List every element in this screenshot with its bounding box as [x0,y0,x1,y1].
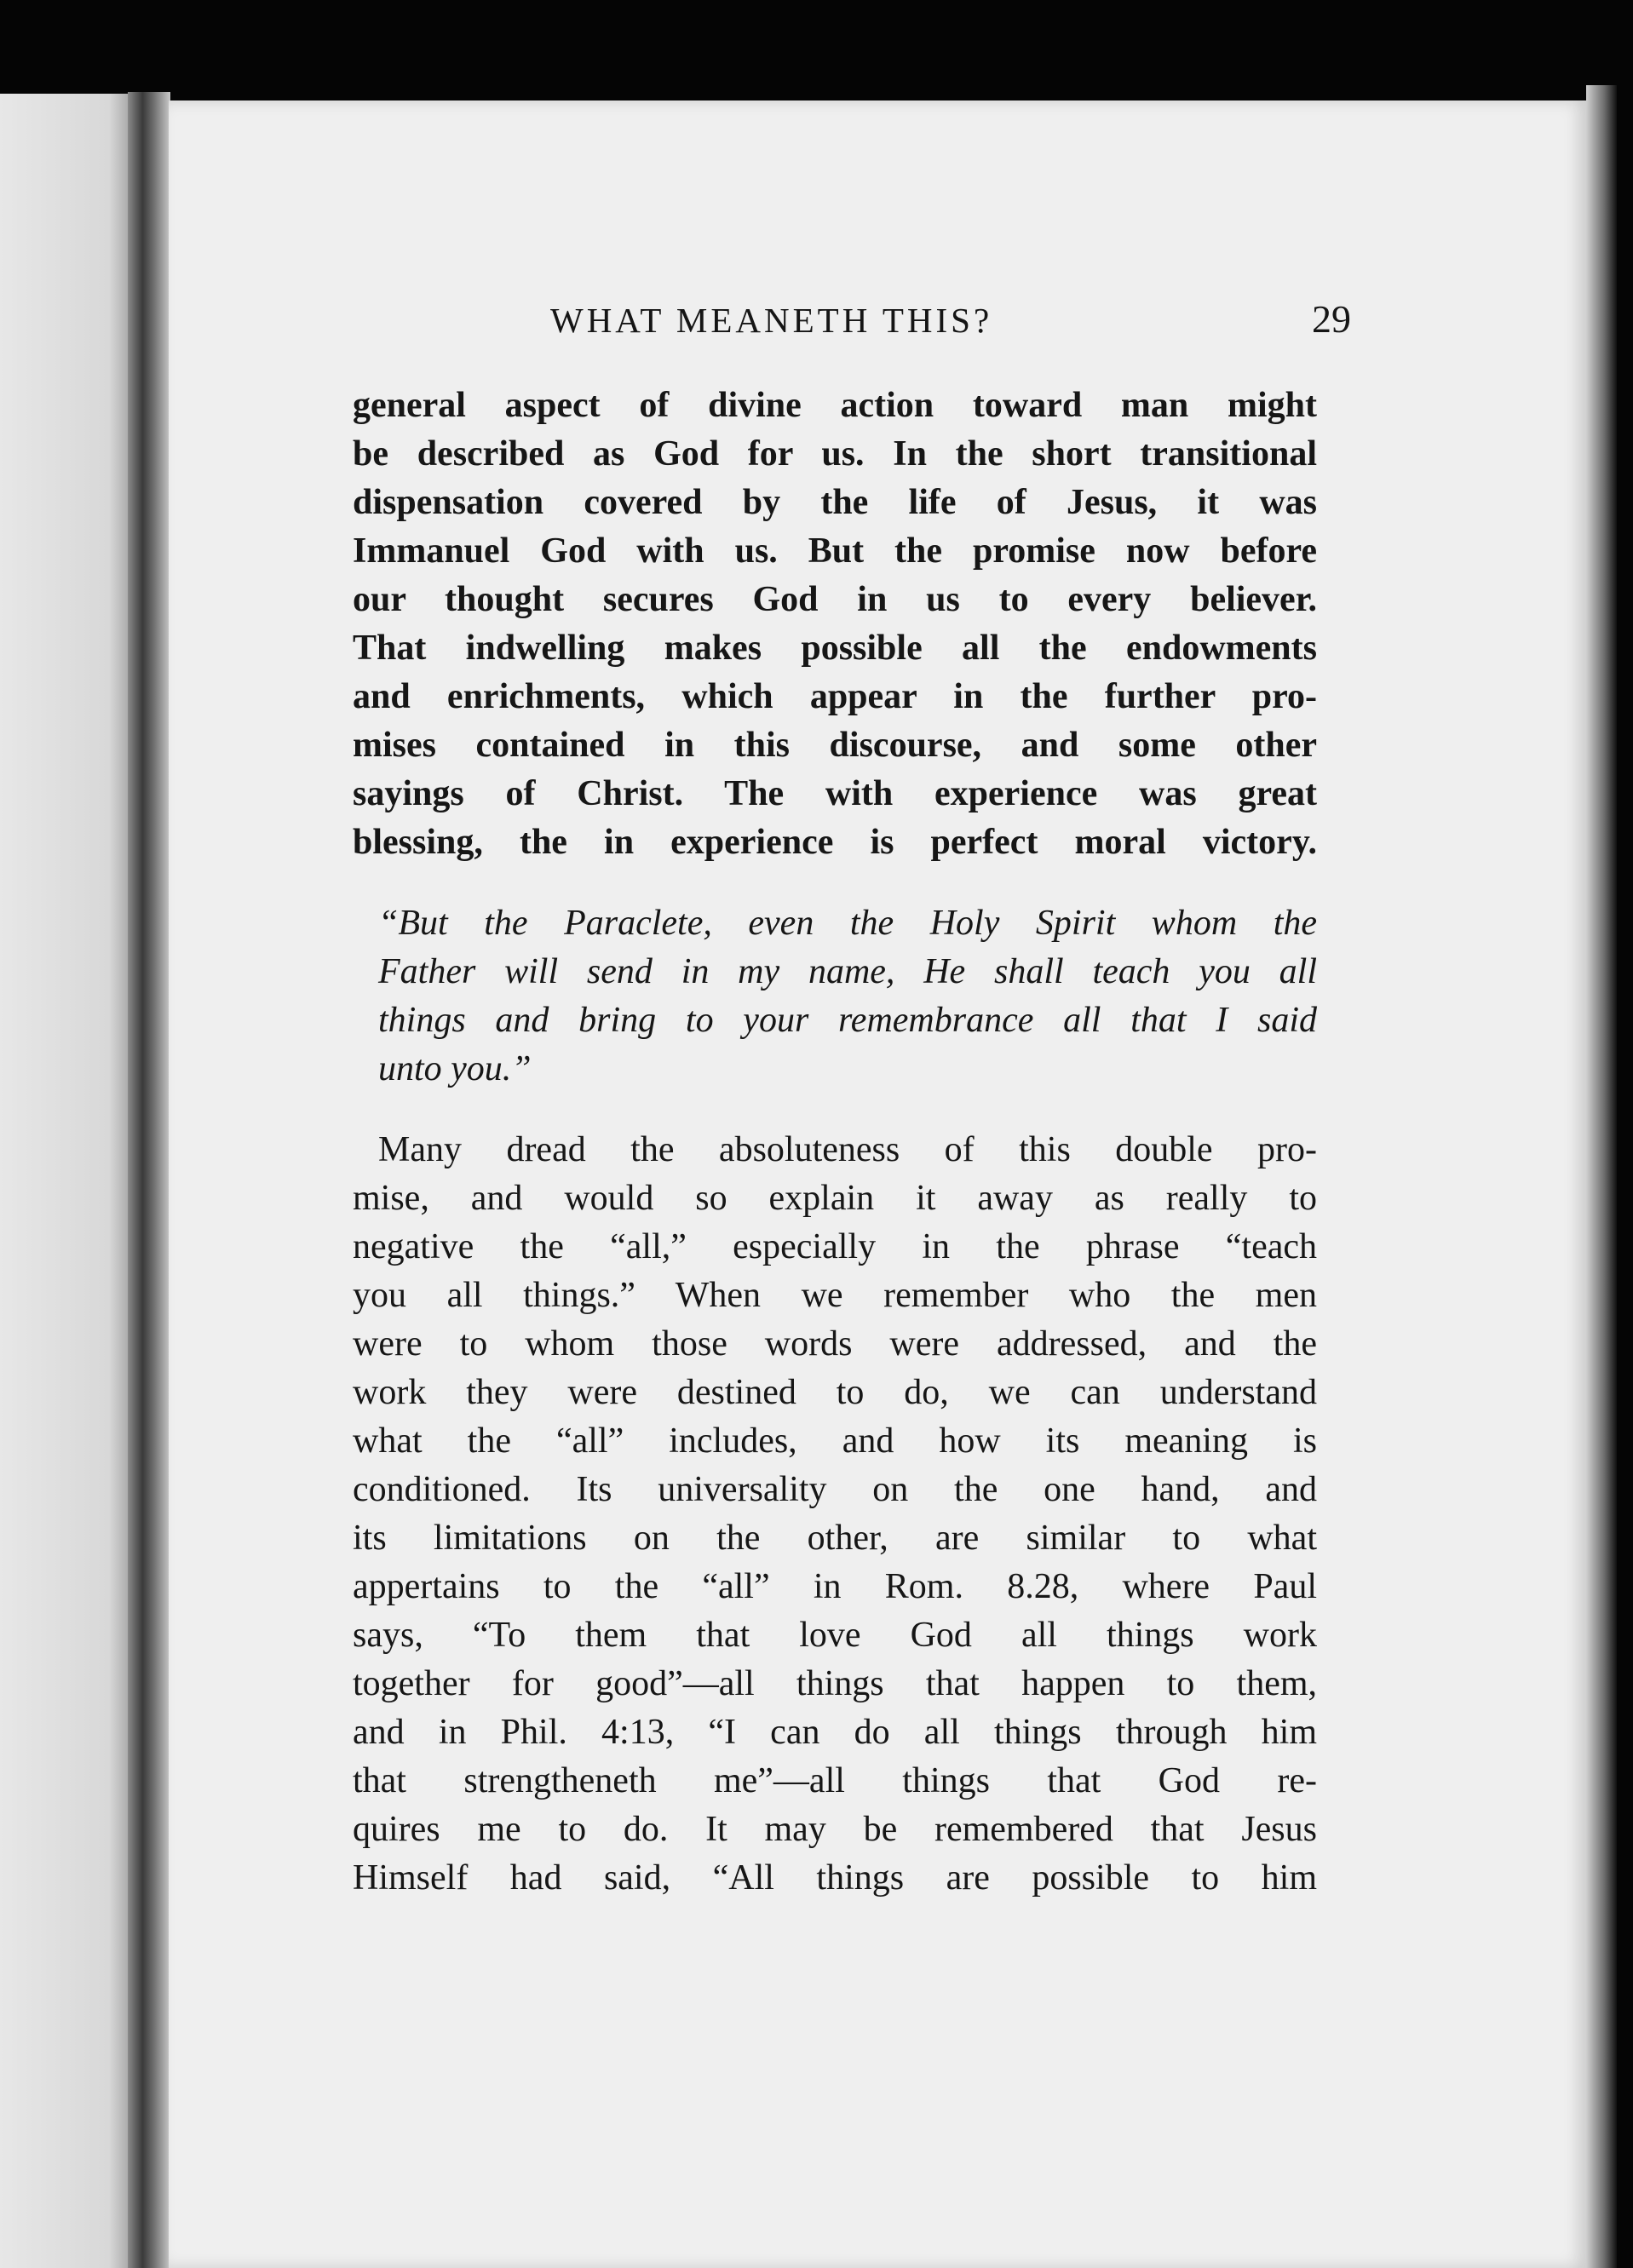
text-line: mises contained in this discourse, and some other [353,726,1317,765]
text-line: work they were destined to do, we can understand [353,1373,1317,1412]
text-line: and enrichments, which appear in the further pro- [353,677,1317,716]
text-line: that strengtheneth me”—all things that God re- [353,1761,1317,1800]
text-line: dispensation covered by the life of Jesus, it was [353,483,1317,522]
text-line: and in Phil. 4:13, “I can do all things through him [353,1713,1317,1752]
text-line: were to whom those words were addressed, and the [353,1324,1317,1364]
text-line: our thought secures God in us to every believer. [353,580,1317,619]
text-line: conditioned. Its universality on the one hand, and [353,1470,1317,1509]
quotation-line: Father will send in my name, He shall teach you all [378,952,1317,991]
facing-page-edge [0,94,136,2268]
text-line: you all things.” When we remember who the men [353,1276,1317,1315]
text-line: Many dread the absoluteness of this double pro- [378,1130,1317,1169]
scripture-quotation [353,899,1317,1094]
quotation-line: unto you.” [378,1049,532,1088]
paragraph [353,382,1317,867]
text-line: Himself had said, “All things are possible to him [353,1858,1317,1898]
text-line: quires me to do. It may be remembered that Jesus [353,1810,1317,1849]
text-line: general aspect of divine action toward man might [353,386,1317,425]
book-gutter [128,92,170,2268]
text-line: blessing, the in experience is perfect moral victory. [353,823,1317,862]
text-line: mise, and would so explain it away as really to [353,1179,1317,1218]
running-title: WHAT MEANETH THIS? [550,301,993,340]
text-line: together for good”—all things that happen to them, [353,1664,1317,1703]
quotation-line: things and bring to your remembrance all that I said [378,1001,1317,1040]
text-line: negative the “all,” especially in the phrase “teach [353,1227,1317,1266]
text-line: its limitations on the other, are similar to what [353,1519,1317,1558]
text-line: appertains to the “all” in Rom. 8.28, where Paul [353,1567,1317,1606]
text-line: says, “To them that love God all things work [353,1616,1317,1655]
text-line: what the “all” includes, and how its meaning is [353,1421,1317,1461]
text-line: That indwelling makes possible all the endowments [353,629,1317,668]
quotation-line: “But the Paraclete, even the Holy Spirit whom the [378,904,1317,943]
body-text [353,382,1317,1903]
text-line: sayings of Christ. The with experience was great [353,774,1317,813]
page-number: 29 [1312,297,1351,341]
text-line: be described as God for us. In the short transitional [353,434,1317,474]
running-head [550,297,1351,351]
page-edge-shadow [1586,85,1617,2268]
paragraph [353,1126,1317,1903]
text-line: Immanuel God with us. But the promise now before [353,531,1317,571]
